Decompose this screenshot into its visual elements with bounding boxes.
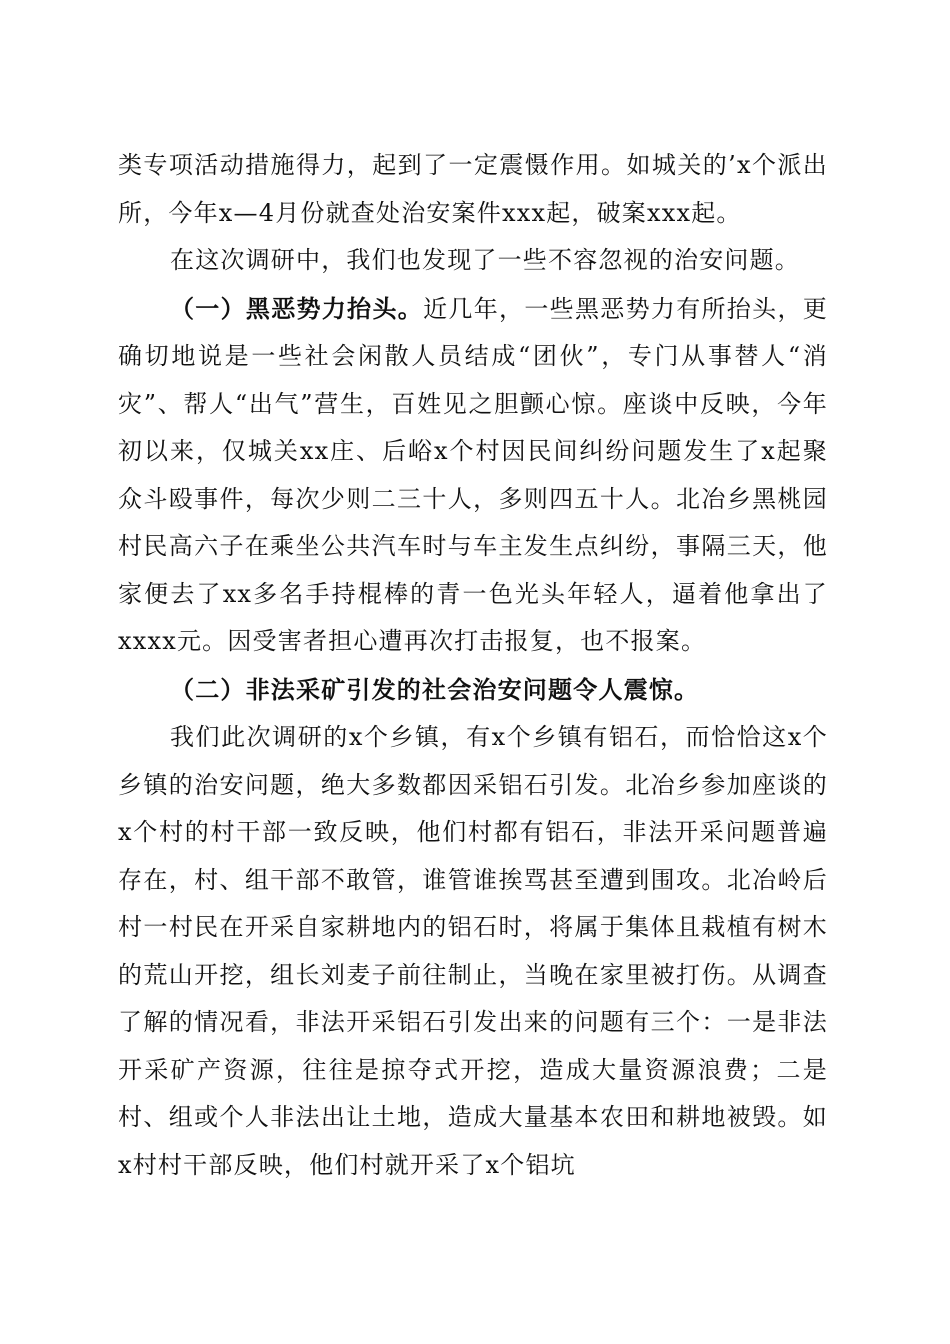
document-body [118, 142, 828, 1189]
paragraph-continuation [118, 142, 828, 237]
paragraph-section-2-heading [118, 666, 828, 715]
paragraph-intro [118, 237, 828, 285]
paragraph-text: 我们此次调研的x个乡镇，有x个乡镇有铝石，而恰恰这x个乡镇的治安问题，绝大多数都因采铝石引发。北冶乡参加座谈的x个村的村干部一致反映，他们村都有铝石，非法开采问题普遍存在，村、组干部不敢管，谁管谁挨骂甚至遭到围攻。北冶岭后村一村民在开采自家耕地内的铝石时，将属于集体且栽植有树木的荒山开挖，组长刘麦子前往制止，当晚在家里被打伤。从调查了解的情况看，非法开采铝石引发出来的问题有三个：一是非法开采矿产资源，往往是掠夺式开挖，造成大量资源浪费；二是村、组或个人非法出让土地，造成大量基本农田和耕地被毁。如x村村干部反映，他们村就开采了x个铝坑 [118, 723, 828, 1179]
section-heading-2: （二）非法采矿引发的社会治安问题令人震惊。 [170, 674, 700, 704]
paragraph-text: 近几年，一些黑恶势力有所抬头，更确切地说是一些社会闲散人员结成“团伙”，专门从事替人“消灾”、帮人“出气”营生，百姓见之胆颤心惊。座谈中反映，今年初以来，仅城关xx庄、后峪x个村因民间纠纷问题发生了x起聚众斗殴事件，每次少则二三十人，多则四五十人。北冶乡黑桃园村民高六子在乘坐公共汽车时与车主发生点纠纷，事隔三天，他家便去了xx多名手持棍棒的青一色光头年轻人，逼着他拿出了xxxx元。因受害者担心遭再次打击报复，也不报案。 [118, 294, 829, 655]
paragraph-section-2-body [118, 714, 828, 1189]
section-heading-1: （一）黑恶势力抬头。 [170, 293, 424, 323]
paragraph-section-1 [118, 285, 828, 666]
paragraph-text: 在这次调研中，我们也发现了一些不容忽视的治安问题。 [170, 246, 800, 274]
paragraph-text: 类专项活动措施得力，起到了一定震慑作用。如城关的’x个派出所，今年x—4月份就查处治安案件xxx起，破案xxx起。 [118, 151, 828, 227]
